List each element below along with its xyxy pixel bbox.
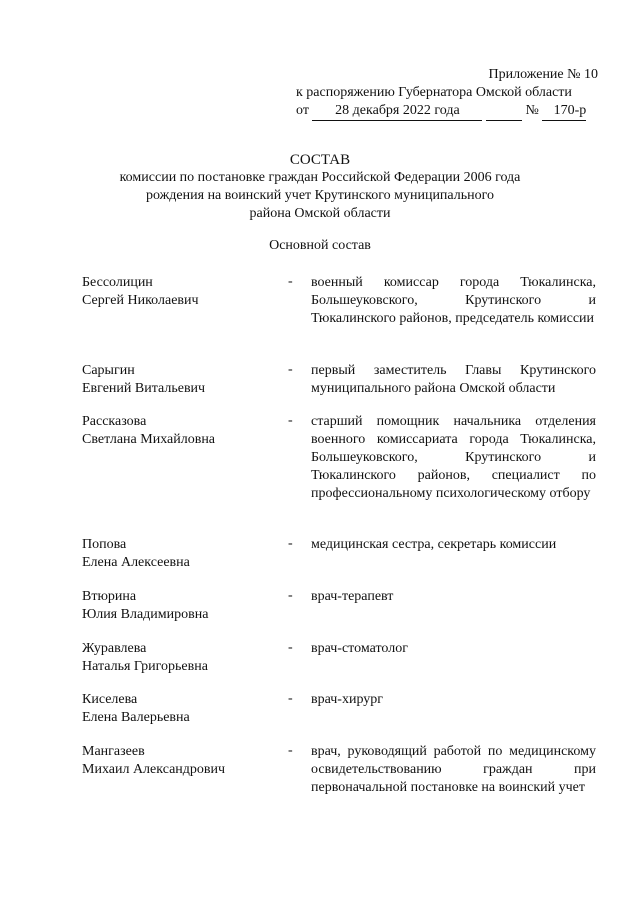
member-given-name: Михаил Александрович (82, 762, 226, 777)
order-date: 28 декабря 2022 года (312, 102, 482, 121)
header-block (296, 66, 606, 121)
member-name (82, 588, 282, 624)
title-line-3: района Омской области (249, 206, 391, 221)
member-name (82, 691, 282, 727)
dash-separator: - (288, 536, 293, 551)
from-label: от (296, 103, 309, 118)
member-role: врач, руководящий работой по медицинскому освидетельствованию граждан при первоначальной постановке на воинский учет (311, 744, 596, 795)
member-given-name: Юлия Владимировна (82, 607, 209, 622)
dash-separator: - (288, 691, 293, 706)
member-surname: Сарыгин (82, 363, 135, 378)
member-role: военный комиссар города Тюкалинска, Большеуковского, Крутинского и Тюкалинского районов, председатель комиссии (311, 275, 596, 326)
member-given-name: Наталья Григорьевна (82, 659, 208, 674)
member-surname: Бессолицин (82, 275, 153, 290)
dash-separator: - (288, 640, 293, 655)
member-name (82, 362, 282, 398)
title-line-1: комиссии по постановке граждан Российской Федерации 2006 года (119, 170, 521, 185)
member-surname: Мангазеев (82, 744, 145, 759)
member-given-name: Сергей Николаевич (82, 293, 199, 308)
member-role: медицинская сестра, секретарь комиссии (311, 537, 557, 552)
member-surname: Втюрина (82, 589, 137, 604)
number-label: № (525, 103, 539, 118)
order-label: к распоряжению Губернатора Омской области (296, 85, 572, 100)
member-surname: Попова (82, 537, 127, 552)
member-surname: Киселева (82, 692, 138, 707)
order-date-line (296, 102, 606, 121)
member-name (82, 413, 282, 449)
member-given-name: Евгений Витальевич (82, 381, 206, 396)
member-role: первый заместитель Главы Крутинского муниципального района Омской области (311, 363, 596, 396)
member-role: врач-хирург (311, 692, 384, 707)
section-heading: Основной состав (269, 238, 371, 253)
title-line-2: рождения на воинский учет Крутинского муниципального (145, 188, 495, 203)
document-title: СОСТАВ (289, 152, 351, 168)
member-name (82, 640, 282, 676)
date-underline-tail (486, 102, 522, 121)
dash-separator: - (288, 743, 293, 758)
member-name (82, 536, 282, 572)
member-given-name: Елена Алексеевна (82, 555, 190, 570)
member-given-name: Елена Валерьевна (82, 710, 190, 725)
dash-separator: - (288, 274, 293, 289)
appendix-label: Приложение № 10 (488, 67, 598, 82)
member-name (82, 743, 282, 779)
member-surname: Рассказова (82, 414, 147, 429)
order-number: 170-р (542, 102, 586, 121)
member-given-name: Светлана Михайловна (82, 432, 216, 447)
dash-separator: - (288, 362, 293, 377)
member-name (82, 274, 282, 310)
member-role: старший помощник начальника отделения военного комиссариата города Тюкалинска, Большеуковского, Крутинского и Тюкалинского районов, специалист по профессиональному психологическому отбору (311, 414, 596, 501)
dash-separator: - (288, 588, 293, 603)
member-role: врач-терапевт (311, 589, 394, 604)
member-surname: Журавлева (82, 641, 147, 656)
member-role: врач-стоматолог (311, 641, 408, 656)
dash-separator: - (288, 413, 293, 428)
